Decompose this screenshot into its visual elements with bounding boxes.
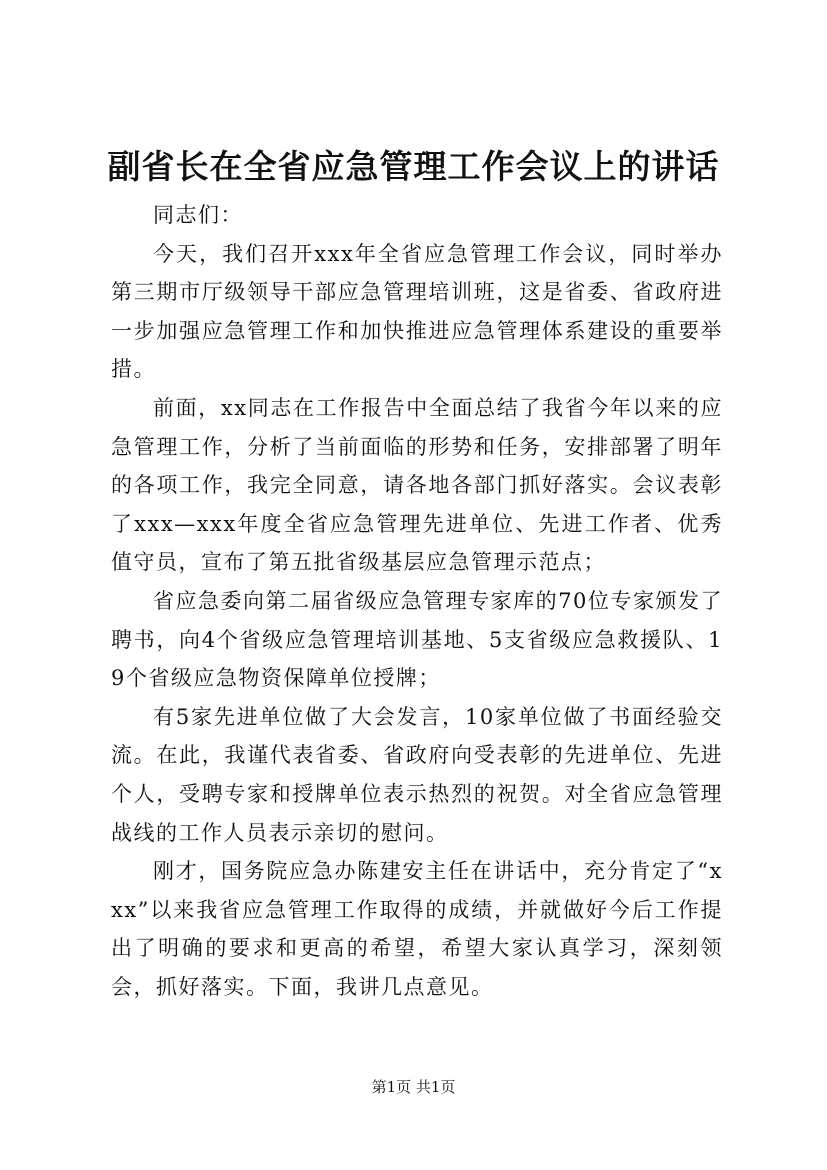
page-footer [0, 1076, 827, 1098]
body-paragraph: 前面，xx同志在工作报告中全面总结了我省今年以来的应急管理工作，分析了当前面临的形势和任务，安排部署了明年的各项工作，我完全同意，请各地各部门抓好落实。会议表彰了xxx—xxx年度全省应急管理先进单位、先进工作者、优秀值守员，宣布了第五批省级基层应急管理示范点； [111, 395, 723, 575]
body-paragraph: 刚才，国务院应急办陈建安主任在讲话中，充分肯定了“xxx”以来我省应急管理工作取得的成绩，并就做好今后工作提出了明确的要求和更高的希望，希望大家认真学习，深刻领会，抓好落实。下面，我讲几点意见。 [111, 859, 723, 999]
body-paragraph: 今天，我们召开xxx年全省应急管理工作会议，同时举办第三期市厅级领导干部应急管理培训班，这是省委、省政府进一步加强应急管理工作和加快推进应急管理体系建设的重要举措。 [111, 241, 723, 382]
document-body [111, 196, 723, 1006]
body-paragraph: 省应急委向第二届省级应急管理专家库的70位专家颁发了聘书，向4个省级应急管理培训基地、5支省级应急救援队、19个省级应急物资保障单位授牌； [111, 588, 723, 691]
page-number-label: 第1页 共1页 [371, 1078, 456, 1096]
body-paragraph: 有5家先进单位做了大会发言，10家单位做了书面经验交流。在此，我谨代表省委、省政府向受表彰的先进单位、先进个人，受聘专家和授牌单位表示热烈的祝贺。对全省应急管理战线的工作人员表示亲切的慰问。 [111, 704, 723, 845]
salutation-paragraph: 同志们： [153, 203, 243, 227]
document-title: 副省长在全省应急管理工作会议上的讲话 [107, 147, 720, 186]
